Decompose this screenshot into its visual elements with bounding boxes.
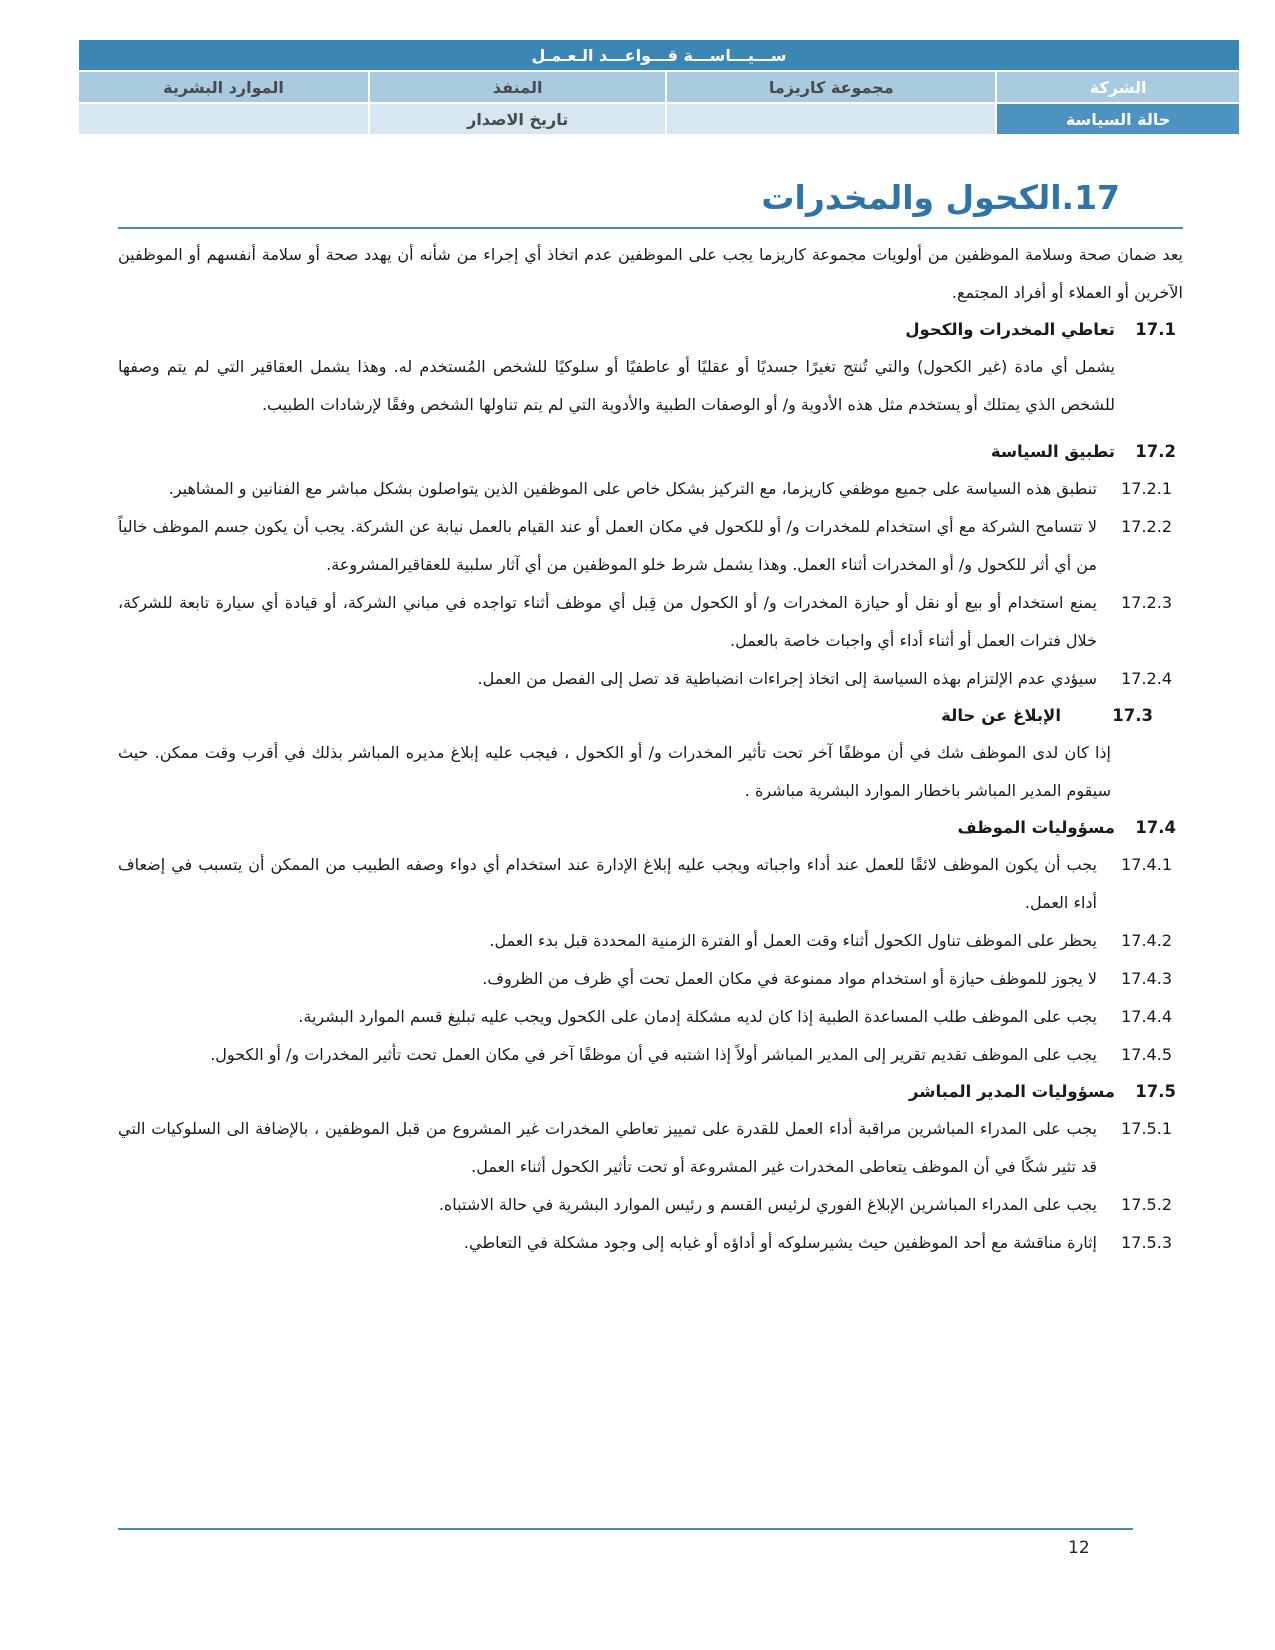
list-item bbox=[118, 1110, 1183, 1186]
list-item bbox=[118, 470, 1183, 508]
item-text: يجب أن يكون الموظف لائقًا للعمل عند أداء واجباته ويجب عليه إبلاغ الإدارة عند استخدام أي دواء وصفه الطبيب من الممكن أن يتسبب في إضعاف أداء العمل. bbox=[118, 855, 1097, 912]
list-item bbox=[118, 584, 1183, 660]
item-text: يحظر على الموظف تناول الكحول أثناء وقت العمل أو الفترة الزمنية المحددة قبل بدء العمل. bbox=[489, 931, 1097, 950]
subsection-number: 17.4 bbox=[1135, 818, 1176, 837]
list-item bbox=[118, 1036, 1183, 1074]
item-number: 17.4.2 bbox=[1121, 931, 1172, 950]
item-text: يجب على المدراء المباشرين الإبلاغ الفوري لرئيس القسم و رئيس الموارد البشرية في حالة الاشتباه. bbox=[438, 1195, 1097, 1214]
subsection-heading bbox=[118, 698, 1183, 734]
list-item bbox=[118, 508, 1183, 584]
item-text: سيؤدي عدم الإلتزام بهذه السياسة إلى اتخاذ إجراءات انضباطية قد تصل إلى الفصل من العمل. bbox=[477, 669, 1097, 688]
subsection-title: مسؤوليات الموظف bbox=[957, 818, 1115, 837]
subsection-heading bbox=[118, 312, 1183, 348]
item-text: يجب على المدراء المباشرين مراقبة أداء العمل للقدرة على تمييز تعاطي المخدرات غير المشروع من قبل الموظفين ، بالإضافة الى السلوكيات التي قد تثير شكًا في أن الموظف يتعاطى المخدرات غير المشروعة أو تحت تأثير الكحول أثناء العمل. bbox=[118, 1119, 1097, 1176]
item-number: 17.5.2 bbox=[1121, 1195, 1172, 1214]
item-text: تنطبق هذه السياسة على جميع موظفي كاريزما، مع التركيز بشكل خاص على الموظفين الذين يتواصلون بشكل مباشر مع الفنانين و المشاهير. bbox=[168, 479, 1097, 498]
subsection-heading bbox=[118, 1074, 1183, 1110]
subsection-paragraph: يشمل أي مادة (غير الكحول) والتي تُنتج تغيرًا جسديًا أو عقليًا أو عاطفيًا أو سلوكيًا للشخص المُستخدم له. وهذا يشمل العقاقير التي لم يتم وصفها للشخص الذي يمتلك أو يستخدم مثل هذه الأدوية و/ أو الوصفات الطبية والأدوية التي لم يتم تناولها الشخص وفقًا لإرشادات الطبيب. bbox=[118, 357, 1115, 414]
item-text: يمنع استخدام أو بيع أو نقل أو حيازة المخدرات و/ أو الكحول من قِبل أي موظف أثناء تواجده في مباني الشركة، أو قيادة أي سيارة تابعة للشركة، خلال فترات العمل أو أثناء أداء أي واجبات خاصة بالعمل. bbox=[118, 593, 1097, 650]
item-number: 17.5.1 bbox=[1121, 1119, 1172, 1138]
item-number: 17.4.4 bbox=[1121, 1007, 1172, 1026]
item-number: 17.4.5 bbox=[1121, 1045, 1172, 1064]
subsection-paragraph: إذا كان لدى الموظف شك في أن موظفًا آخر تحت تأثير المخدرات و/ أو الكحول ، فيجب عليه إبلاغ مديره المباشر بذلك في أقرب وقت ممكن. حيث سيقوم المدير المباشر باخطار الموارد البشرية مباشرة . bbox=[118, 743, 1111, 800]
company-label: الشركة bbox=[996, 71, 1240, 103]
item-number: 17.2.2 bbox=[1121, 517, 1172, 536]
item-text: إثارة مناقشة مع أحد الموظفين حيث يشيرسلوكه أو أداؤه أو غيابه إلى وجود مشكلة في التعاطي. bbox=[463, 1233, 1097, 1252]
list-item bbox=[118, 922, 1183, 960]
subsection-title: تعاطي المخدرات والكحول bbox=[905, 320, 1115, 339]
list-item bbox=[118, 1224, 1183, 1262]
item-number: 17.4.3 bbox=[1121, 969, 1172, 988]
item-text: يجب على الموظف طلب المساعدة الطبية إذا كان لديه مشكلة إدمان على الكحول ويجب عليه تبليغ قسم الموارد البشرية. bbox=[298, 1007, 1097, 1026]
implementer-value: الموارد البشرية bbox=[78, 71, 369, 103]
item-text: لا تتسامح الشركة مع أي استخدام للمخدرات و/ أو للكحول في مكان العمل أو عند القيام بالعمل نيابة عن الشركة. يجب أن يكون جسم الموظف خالياً من أي أثر للكحول و/ أو المخدرات أثناء العمل. وهذا يشمل شرط خلو الموظفين من أي آثار سلبية للعقاقيرالمشروعة. bbox=[118, 517, 1097, 574]
item-number: 17.2.3 bbox=[1121, 593, 1172, 612]
section-divider bbox=[118, 227, 1183, 229]
policy-body bbox=[118, 236, 1183, 1262]
status-value bbox=[666, 103, 996, 135]
subsection-number: 17.3 bbox=[1112, 706, 1153, 725]
subsection-title: تطبيق السياسة bbox=[990, 442, 1115, 461]
list-item bbox=[118, 998, 1183, 1036]
item-text: لا يجوز للموظف حيازة أو استخدام مواد ممنوعة في مكان العمل تحت أي ظرف من الظروف. bbox=[482, 969, 1097, 988]
issue-date-label: تاريخ الاصدار bbox=[369, 103, 666, 135]
company-value: مجموعة كاريزما bbox=[666, 71, 996, 103]
policy-title: ســـيـــاســـة قـــواعـــد الـعـمـل bbox=[78, 39, 1240, 71]
item-number: 17.5.3 bbox=[1121, 1233, 1172, 1252]
subsection-number: 17.5 bbox=[1135, 1082, 1176, 1101]
subsection-heading bbox=[118, 434, 1183, 470]
list-item bbox=[118, 846, 1183, 922]
page-number: 12 bbox=[1068, 1538, 1090, 1558]
subsection-title: مسؤوليات المدير المباشر bbox=[908, 1082, 1115, 1101]
intro-paragraph: يعد ضمان صحة وسلامة الموظفين من أولويات مجموعة كاريزما يجب على الموظفين عدم اتخاذ أي إجراء من شأنه أن يهدد صحة أو سلامة أنفسهم أو الموظفين الآخرين أو العملاء أو أفراد المجتمع. bbox=[118, 245, 1183, 302]
list-item bbox=[118, 960, 1183, 998]
footer-divider bbox=[118, 1528, 1133, 1530]
subsection-number: 17.1 bbox=[1135, 320, 1176, 339]
implementer-label: المنفذ bbox=[369, 71, 666, 103]
section-title: 17.الكحول والمخدرات bbox=[761, 178, 1120, 217]
subsection-number: 17.2 bbox=[1135, 442, 1176, 461]
item-number: 17.2.4 bbox=[1121, 669, 1172, 688]
subsection-title: الإبلاغ عن حالة bbox=[941, 706, 1061, 725]
list-item bbox=[118, 660, 1183, 698]
subsection-heading bbox=[118, 810, 1183, 846]
issue-date-value bbox=[78, 103, 369, 135]
item-number: 17.2.1 bbox=[1121, 479, 1172, 498]
status-label: حالة السياسة bbox=[996, 103, 1240, 135]
item-text: يجب على الموظف تقديم تقرير إلى المدير المباشر أولاً إذا اشتبه في أن موظفًا آخر في مكان العمل تحت تأثير المخدرات و/ أو الكحول. bbox=[210, 1045, 1097, 1064]
item-number: 17.4.1 bbox=[1121, 855, 1172, 874]
policy-header-table bbox=[77, 38, 1241, 136]
list-item bbox=[118, 1186, 1183, 1224]
